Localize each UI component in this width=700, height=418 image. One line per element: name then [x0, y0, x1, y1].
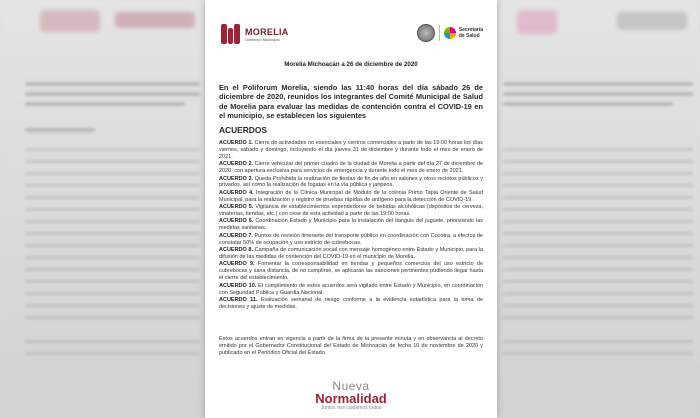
acuerdo-label: ACUERDO 2.	[219, 161, 254, 168]
acuerdo-label: ACUERDO 3.	[219, 175, 254, 182]
blurred-background-left	[0, 0, 205, 418]
acuerdo-item	[219, 190, 483, 204]
acuerdo-text: El cumplimiento de estos acuerdos será vigilado entre Estado y Municipio, en coordinación con Seguridad Pública y Guardia Nacional.	[219, 282, 484, 296]
acuerdos-list	[219, 140, 483, 311]
nueva-text: Nueva	[332, 379, 370, 393]
acuerdo-label: ACUERDO 4.	[219, 189, 254, 196]
acuerdo-item	[219, 297, 483, 311]
acuerdo-text: Fomentar la corresponsabilidad en tiendas y pequeños comercios del uso estricto de cubrebocas y sana distancia, de no cumplirse, se aplicarán las sanciones pertinentes pudiendo llegar hasta el cierre del establecimiento.	[219, 261, 484, 282]
acuerdo-label: ACUERDO 9.	[219, 261, 255, 268]
document-page	[205, 0, 497, 418]
acuerdo-item	[219, 161, 483, 175]
acuerdos-heading: ACUERDOS	[219, 125, 267, 135]
acuerdo-label: ACUERDO 11.	[219, 296, 258, 303]
logo-divider	[439, 25, 440, 41]
secretaria-salud-icon	[444, 27, 456, 39]
acuerdo-text: Cierre de actividades no esenciales y centros comerciales a partir de las 19:00 horas los días viernes, sábado y domingo, incluyendo el día jueves 31 de diciembre y durante todo el mes de enero de 2021.	[219, 140, 484, 160]
acuerdo-item	[219, 247, 483, 261]
secretaria-line1: Secretaría	[458, 27, 483, 33]
tagline-text: Juntos nos cuidamos todos	[320, 405, 382, 411]
morelia-logo	[219, 22, 289, 46]
acuerdo-label: ACUERDO 5.	[219, 204, 254, 211]
acuerdo-text: Campaña de comunicación social con mensaje homogéneo entre Estado y Municipio, para la difusión de las medidas de contención del COVID-19 en el municipio de Morelia.	[219, 247, 484, 260]
acuerdo-item	[219, 261, 483, 282]
lead-paragraph: En el Poliforum Morelia, siendo las 11:40 horas del día sábado 26 de diciembre de 2020, reunidos los integrantes del Comité Municipal de Salud de Morelia para evaluar las medidas de contención contra el COVID-19 en el municipio, se establecen los siguientes	[219, 83, 483, 121]
acuerdo-label: ACUERDO 1.	[219, 140, 253, 146]
acuerdo-label: ACUERDO 10.	[219, 282, 257, 289]
acuerdo-item	[219, 176, 483, 190]
closing-paragraph: Estos acuerdos entran en vigencia a partir de la firma de la presente minuta y en observancia al decreto emitido por el Gobernador Constitucional del Estado de Michoacán de fecha 10 de noviembre de 2020 y publicado en el Periódico Oficial del Estado.	[219, 336, 483, 356]
acuerdo-text: Evaluación semanal de riesgo conforme a la evidencia estadística para la toma de decisiones y ajuste de medidas.	[219, 296, 484, 310]
secretaria-logo	[417, 24, 483, 42]
acuerdo-item	[219, 233, 483, 247]
acuerdo-text: Coordinación Estado y Municipio para la instalación del tianguis del juguete, priorizando las medidas sanitarias.	[219, 218, 484, 232]
acuerdo-text: Integración de la Clínica Municipal de Módulo de la colonia Primo Tapia Oriente de Salud Municipal, para la realización y registro de pruebas rápidas de antígeno para la detección de COVID-19.	[219, 189, 484, 203]
acuerdo-text: Queda Prohibida la realización de fiestas de fin de año en salones y otros recintos públicos y privados, así como la realización de fogatas en la vía pública y jaripeos.	[219, 175, 484, 189]
acuerdo-label: ACUERDO 6.	[219, 218, 254, 225]
acuerdo-label: ACUERDO 7.	[219, 232, 253, 239]
date-line: Morelia Michoacán a 26 de diciembre de 2020	[284, 61, 418, 68]
normalidad-text: Normalidad	[315, 391, 387, 406]
acuerdo-text: Vigilancia de establecimientos expendedores de bebidas alcohólicas (depósitos de cerveza, vinaterías, tiendas, etc.) con cese de esta actividad a partir de las 19:00 horas.	[219, 204, 484, 218]
nueva-normalidad-logo	[205, 380, 497, 412]
morelia-crest-icon	[219, 22, 241, 46]
acuerdo-item	[219, 283, 483, 297]
acuerdo-label: ACUERDO 8.	[219, 247, 254, 254]
secretaria-line2: de Salud	[458, 33, 480, 39]
morelia-name: MORELIA	[245, 26, 289, 37]
acuerdo-item	[219, 140, 483, 161]
acuerdo-text: Cierre vehicular del primer cuadro de la ciudad de Morelia a partir del día 27 de diciembre de 2020, con apertura exclusiva para servicios de emergencia y durante todo el mes de enero de 2021.	[219, 161, 484, 175]
acuerdo-item	[219, 218, 483, 232]
document-header	[219, 22, 483, 52]
acuerdo-text: Puntos de revisión itinerante del transporte público en coordinación con Cocotra, a efectos de constatar 50% de ocupación y uso estricto de cubrebocas.	[219, 232, 483, 246]
acuerdo-item	[219, 204, 483, 218]
morelia-subtitle: Gobierno Municipal	[245, 36, 280, 42]
state-seal-icon	[417, 24, 435, 42]
blurred-background-right	[497, 0, 700, 418]
